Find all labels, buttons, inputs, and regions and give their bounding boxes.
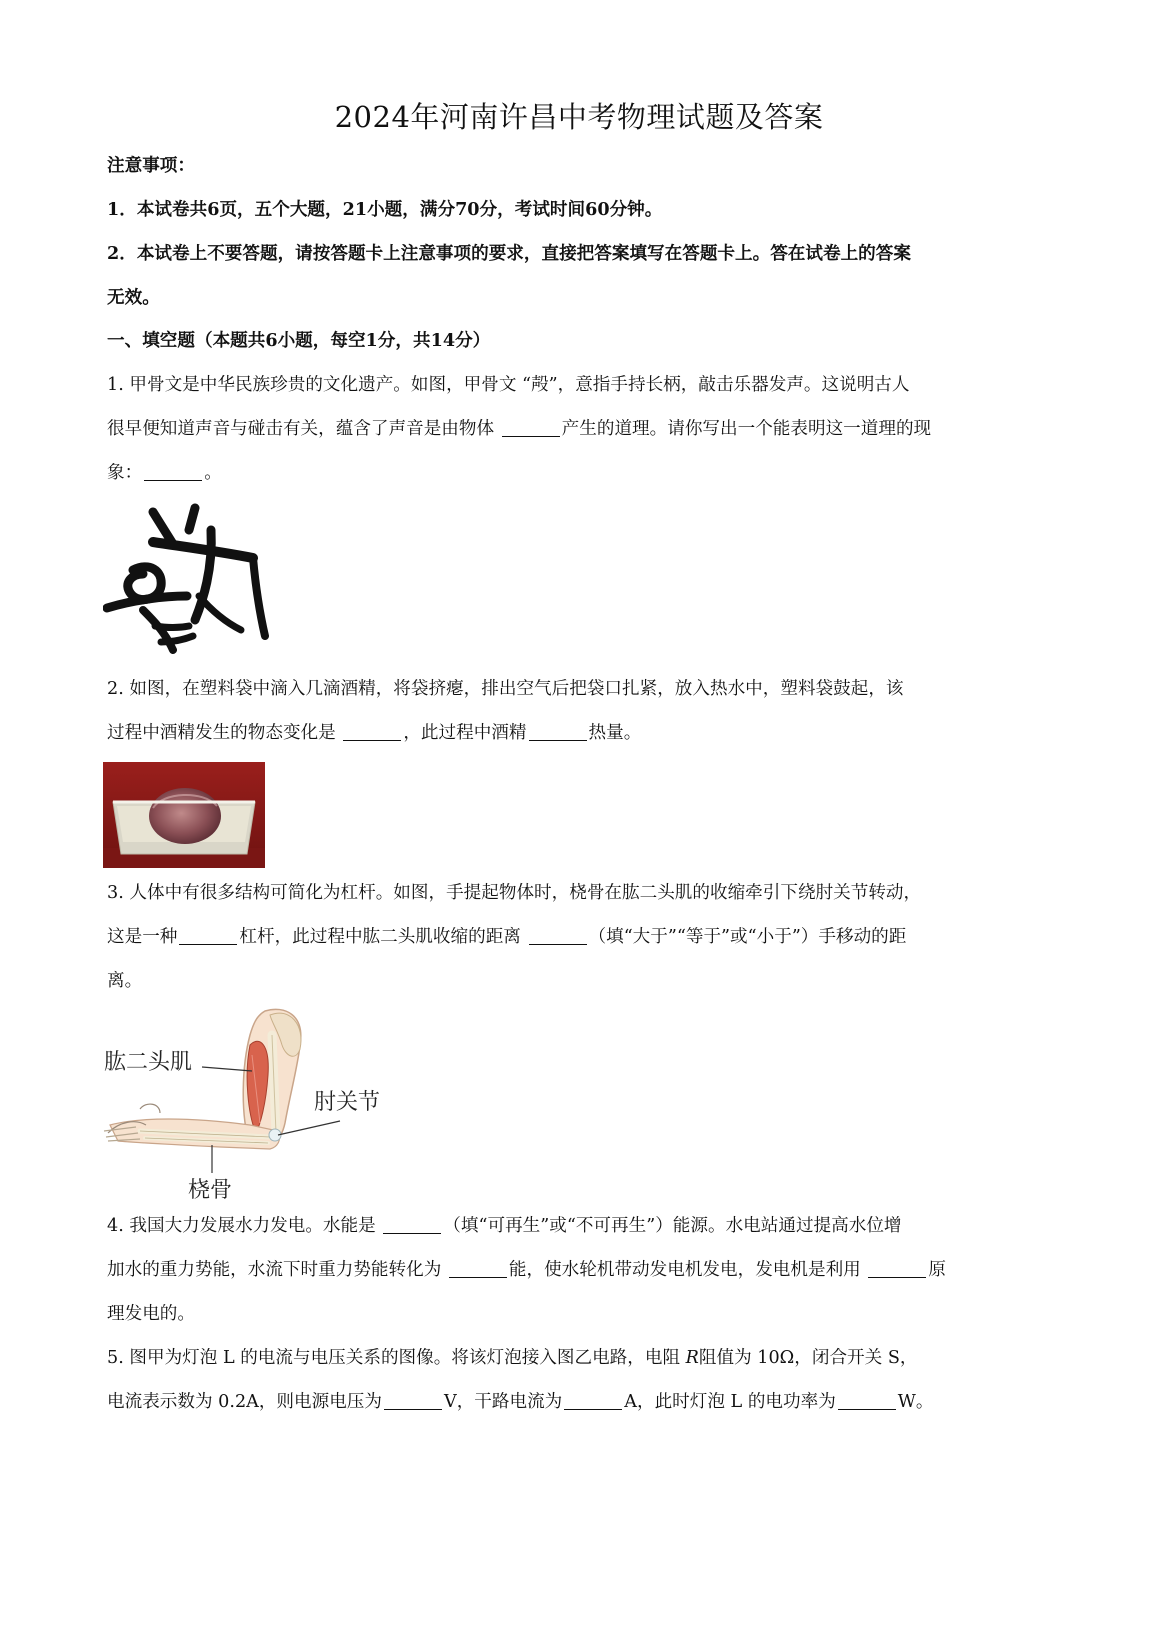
q4-text-c: 加水的重力势能，水流下时重力势能转化为	[107, 1260, 447, 1280]
q1-line-3	[107, 460, 1057, 486]
q5-resistor-symbol: R	[685, 1348, 699, 1368]
q3-blank-2[interactable]	[529, 926, 587, 945]
q5-line-1	[107, 1345, 1057, 1371]
q5-text-b: 阻值为 10Ω，闭合开关 S，	[698, 1348, 918, 1368]
q5-line-2	[107, 1389, 1057, 1415]
q1-text-b: 产生的道理。请你写出一个能表明这一道理的现	[561, 419, 932, 439]
q1-text-a: 很早便知道声音与碰击有关，蕴含了声音是由物体	[107, 419, 500, 439]
q2-line-2	[107, 720, 1057, 746]
q4-text-d: 能，使水轮机带动发电机发电，发电机是利用	[508, 1260, 867, 1280]
plastic-bag-photo	[103, 762, 265, 868]
q3-line-1: 3. 人体中有很多结构可简化为杠杆。如图，手提起物体时，桡骨在肱二头肌的收缩牵引下绕肘关节转动，	[107, 883, 922, 903]
q4-line-1	[107, 1213, 1057, 1239]
q5-text-e: A，此时灯泡 L 的电功率为	[624, 1392, 836, 1412]
q4-blank-2[interactable]	[449, 1259, 507, 1278]
q3-text-a: 这是一种	[107, 927, 178, 947]
q5-text-f: W。	[897, 1392, 934, 1412]
q4-text-b: （填“可再生”或“不可再生”）能源。水电站通过提高水位增	[443, 1216, 902, 1236]
label-biceps: 肱二头肌	[104, 1050, 193, 1075]
q2-text-c: 热量。	[588, 723, 642, 743]
oracle-bone-character-figure	[103, 500, 273, 660]
q5-text-a: 5. 图甲为灯泡 L 的电流与电压关系的图像。将该灯泡接入图乙电路，电阻	[107, 1348, 686, 1368]
q2-blank-1[interactable]	[343, 722, 401, 741]
notice-item-2-cont: 无效。	[107, 287, 160, 308]
q1-line-2	[107, 416, 1057, 442]
q1-line-1: 1. 甲骨文是中华民族珍贵的文化遗产。如图，甲骨文 “殸”，意指手持长柄，敲击乐器发声。这说明古人	[107, 375, 910, 395]
q4-text-a: 4. 我国大力发展水力发电。水能是	[107, 1216, 382, 1236]
q5-text-c: 电流表示数为 0.2A，则电源电压为	[107, 1392, 382, 1412]
q4-blank-1[interactable]	[383, 1215, 441, 1234]
q1-blank-1[interactable]	[502, 418, 560, 437]
q4-line-3: 理发电的。	[107, 1304, 195, 1324]
label-radius: 桡骨	[188, 1178, 233, 1203]
q3-text-c: （填“大于”“等于”或“小于”）手移动的距	[588, 927, 907, 947]
q3-line-2	[107, 924, 1057, 950]
q4-text-e: 原	[928, 1260, 946, 1280]
q2-text-a: 过程中酒精发生的物态变化是	[107, 723, 342, 743]
q4-line-2	[107, 1257, 1057, 1283]
q1-text-c: 象：	[107, 463, 143, 483]
q2-blank-2[interactable]	[529, 722, 587, 741]
q5-blank-1[interactable]	[384, 1391, 442, 1410]
section-heading: 一、填空题（本题共6小题，每空1分，共14分）	[107, 330, 491, 351]
notice-item-2: 2．本试卷上不要答题，请按答题卡上注意事项的要求，直接把答案填写在答题卡上。答在试卷上的答案	[107, 243, 911, 264]
notice-item-1: 1．本试卷共6页，五个大题，21小题，满分70分，考试时间60分钟。	[107, 199, 663, 220]
q3-line-3: 离。	[107, 971, 143, 991]
arm-lever-figure	[100, 1005, 400, 1205]
q1-text-d: 。	[204, 463, 222, 483]
label-elbow-joint: 肘关节	[314, 1090, 381, 1115]
q5-blank-2[interactable]	[564, 1391, 622, 1410]
page-title: 2024年河南许昌中考物理试题及答案	[334, 100, 824, 134]
q2-line-1: 2. 如图，在塑料袋中滴入几滴酒精，将袋挤瘪，排出空气后把袋口扎紧，放入热水中，塑料袋鼓起，该	[107, 679, 904, 699]
q3-blank-1[interactable]	[179, 926, 237, 945]
notice-heading: 注意事项：	[107, 155, 195, 176]
q3-text-b: 杠杆，此过程中肱二头肌收缩的距离	[239, 927, 527, 947]
q5-text-d: V，干路电流为	[444, 1392, 563, 1412]
q1-blank-2[interactable]	[144, 462, 202, 481]
q5-blank-3[interactable]	[838, 1391, 896, 1410]
q4-blank-3[interactable]	[868, 1259, 926, 1278]
q2-text-b: ，此过程中酒精	[403, 723, 527, 743]
